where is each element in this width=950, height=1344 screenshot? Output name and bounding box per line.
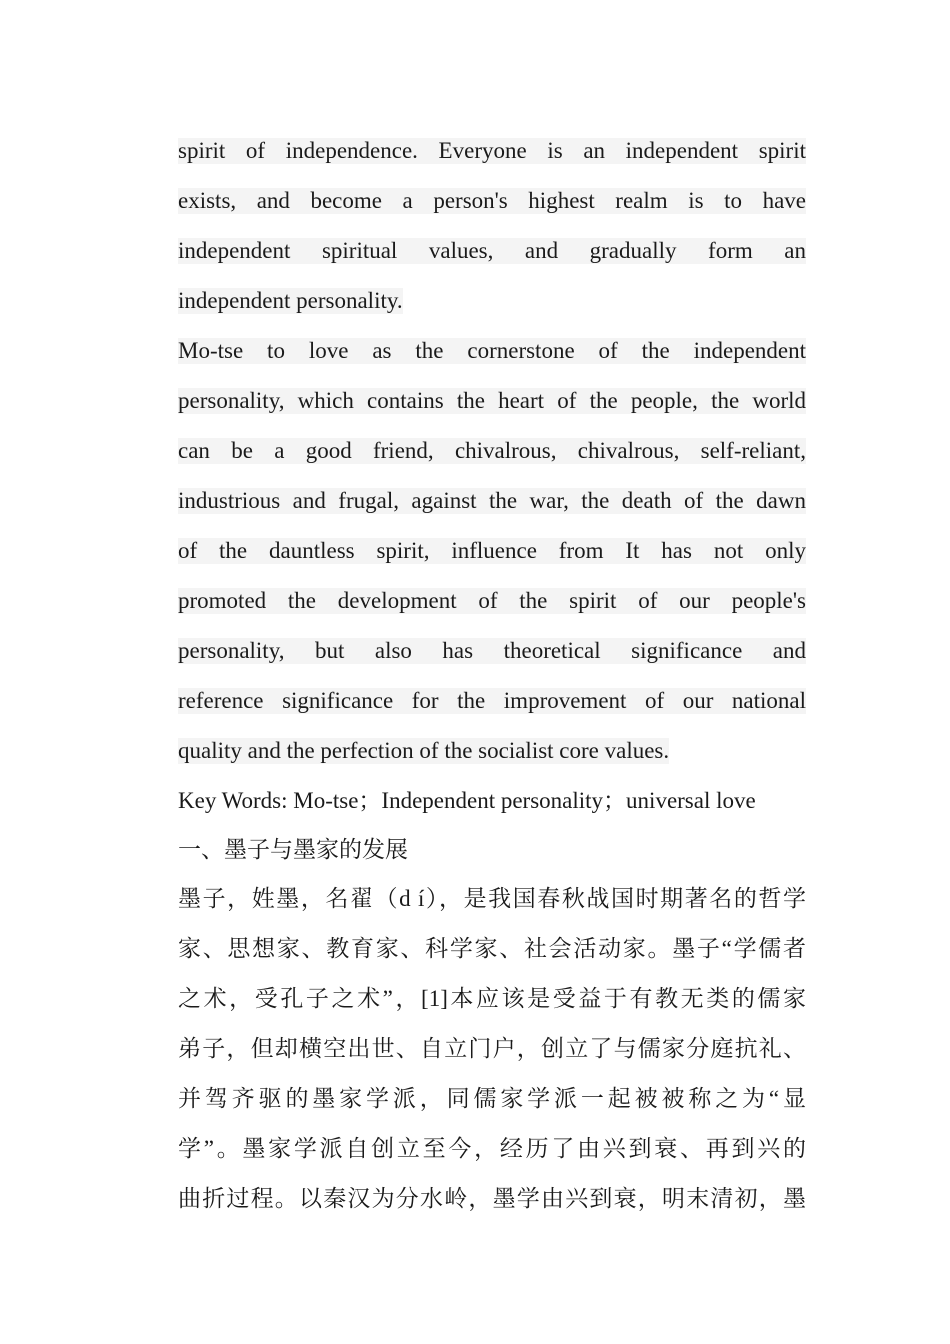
text-line: 曲折过程。以秦汉为分水岭，墨学由兴到衰，明末清初，墨: [178, 1185, 806, 1211]
text-line: 学”。墨家学派自创立至今，经历了由兴到衰、再到兴的: [178, 1135, 806, 1161]
document-body: [178, 124, 806, 1222]
section-heading: 一、墨子与墨家的发展: [178, 836, 408, 862]
text-line: 并驾齐驱的墨家学派，同儒家学派一起被被称之为“显: [178, 1085, 806, 1111]
text-line: 弟子，但却横空出世、自立门户，创立了与儒家分庭抗礼、: [178, 1035, 806, 1061]
body-paragraph-chinese: [178, 872, 806, 1222]
text-line: reference significance for the improvement of our national: [178, 687, 806, 713]
text-line: spirit of independence. Everyone is an independent spirit: [178, 137, 806, 163]
text-line: Mo-tse to love as the cornerstone of the independent: [178, 337, 806, 363]
abstract-paragraph-2: [178, 324, 806, 774]
abstract-paragraph-1: [178, 124, 806, 324]
text-line: independent personality.: [178, 287, 403, 313]
text-line: industrious and frugal, against the war, the death of the dawn: [178, 487, 806, 513]
text-line: promoted the development of the spirit of our people's: [178, 587, 806, 613]
keywords-line: Key Words: Mo-tse；Independent personality；universal love: [178, 787, 756, 813]
text-line: of the dauntless spirit, influence from It has not only: [178, 537, 806, 563]
text-line: personality, but also has theoretical significance and: [178, 637, 806, 663]
text-line: can be a good friend, chivalrous, chivalrous, self-reliant,: [178, 437, 806, 463]
text-line: 墨子，姓墨，名翟（d í），是我国春秋战国时期著名的哲学: [178, 885, 806, 911]
text-line: quality and the perfection of the socialist core values.: [178, 737, 670, 763]
text-line: independent spiritual values, and gradually form an: [178, 237, 806, 263]
text-line: personality, which contains the heart of the people, the world: [178, 387, 806, 413]
text-line: 之术，受孔子之术”，[1]本应该是受益于有教无类的儒家: [178, 985, 806, 1011]
text-line: exists, and become a person's highest realm is to have: [178, 187, 806, 213]
text-line: 家、思想家、教育家、科学家、社会活动家。墨子“学儒者: [178, 935, 806, 961]
